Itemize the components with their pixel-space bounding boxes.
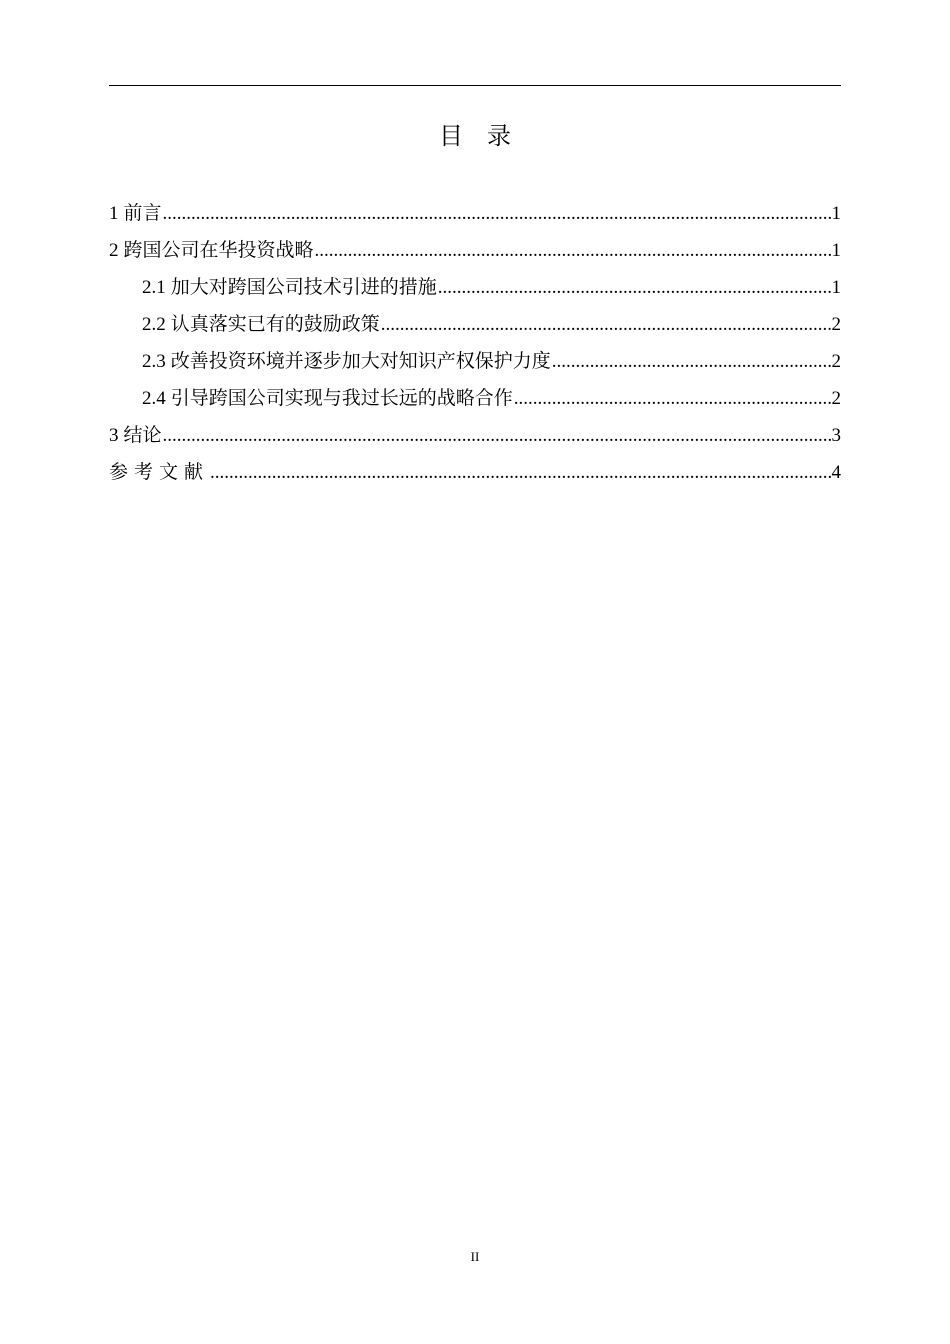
toc-entry-number: 2.4 bbox=[142, 388, 166, 409]
toc-entry-number: 2.2 bbox=[142, 314, 166, 335]
dot-leader bbox=[163, 417, 831, 454]
toc-entry-number: 2 bbox=[109, 240, 119, 261]
toc-entry-title: 认真落实已有的鼓励政策 bbox=[170, 314, 380, 335]
dot-leader bbox=[552, 343, 831, 380]
toc-entry-number: 1 bbox=[109, 203, 119, 224]
toc-entry-references[interactable] bbox=[109, 454, 841, 491]
toc-entry-page: 1 bbox=[831, 240, 841, 261]
dot-leader bbox=[210, 454, 830, 491]
dot-leader bbox=[438, 269, 831, 306]
toc-entry-section-2-4[interactable] bbox=[109, 380, 841, 417]
header-rule bbox=[109, 85, 841, 86]
toc-entry-page: 2 bbox=[831, 388, 841, 409]
toc-entry-page: 2 bbox=[831, 351, 841, 372]
toc-entry-number: 2.3 bbox=[142, 351, 166, 372]
dot-leader bbox=[381, 306, 831, 343]
toc-entry-section-2-1[interactable] bbox=[109, 269, 841, 306]
dot-leader bbox=[315, 232, 831, 269]
toc-list bbox=[109, 195, 841, 491]
toc-entry-section-2-3[interactable] bbox=[109, 343, 841, 380]
toc-entry-title: 跨国公司在华投资战略 bbox=[123, 240, 314, 261]
toc-entry-title: 参考文献 bbox=[109, 462, 210, 483]
toc-entry-preface[interactable] bbox=[109, 195, 841, 232]
toc-entry-chapter-2[interactable] bbox=[109, 232, 841, 269]
toc-entry-conclusion[interactable] bbox=[109, 417, 841, 454]
toc-entry-title: 加大对跨国公司技术引进的措施 bbox=[170, 277, 437, 298]
toc-entry-title: 结论 bbox=[123, 425, 162, 446]
dot-leader bbox=[514, 380, 831, 417]
toc-entry-title: 前言 bbox=[123, 203, 162, 224]
dot-leader bbox=[163, 195, 831, 232]
page-number: II bbox=[470, 1249, 480, 1264]
toc-entry-page: 4 bbox=[831, 462, 841, 483]
toc-title: 目录 bbox=[439, 124, 535, 150]
toc-entry-number: 2.1 bbox=[142, 277, 166, 298]
toc-entry-page: 3 bbox=[831, 425, 841, 446]
toc-entry-title: 改善投资环境并逐步加大对知识产权保护力度 bbox=[170, 351, 551, 372]
toc-entry-page: 1 bbox=[831, 203, 841, 224]
toc-entry-number: 3 bbox=[109, 425, 119, 446]
toc-entry-page: 2 bbox=[831, 314, 841, 335]
toc-entry-title: 引导跨国公司实现与我过长远的战略合作 bbox=[170, 388, 513, 409]
toc-entry-section-2-2[interactable] bbox=[109, 306, 841, 343]
toc-entry-page: 1 bbox=[831, 277, 841, 298]
